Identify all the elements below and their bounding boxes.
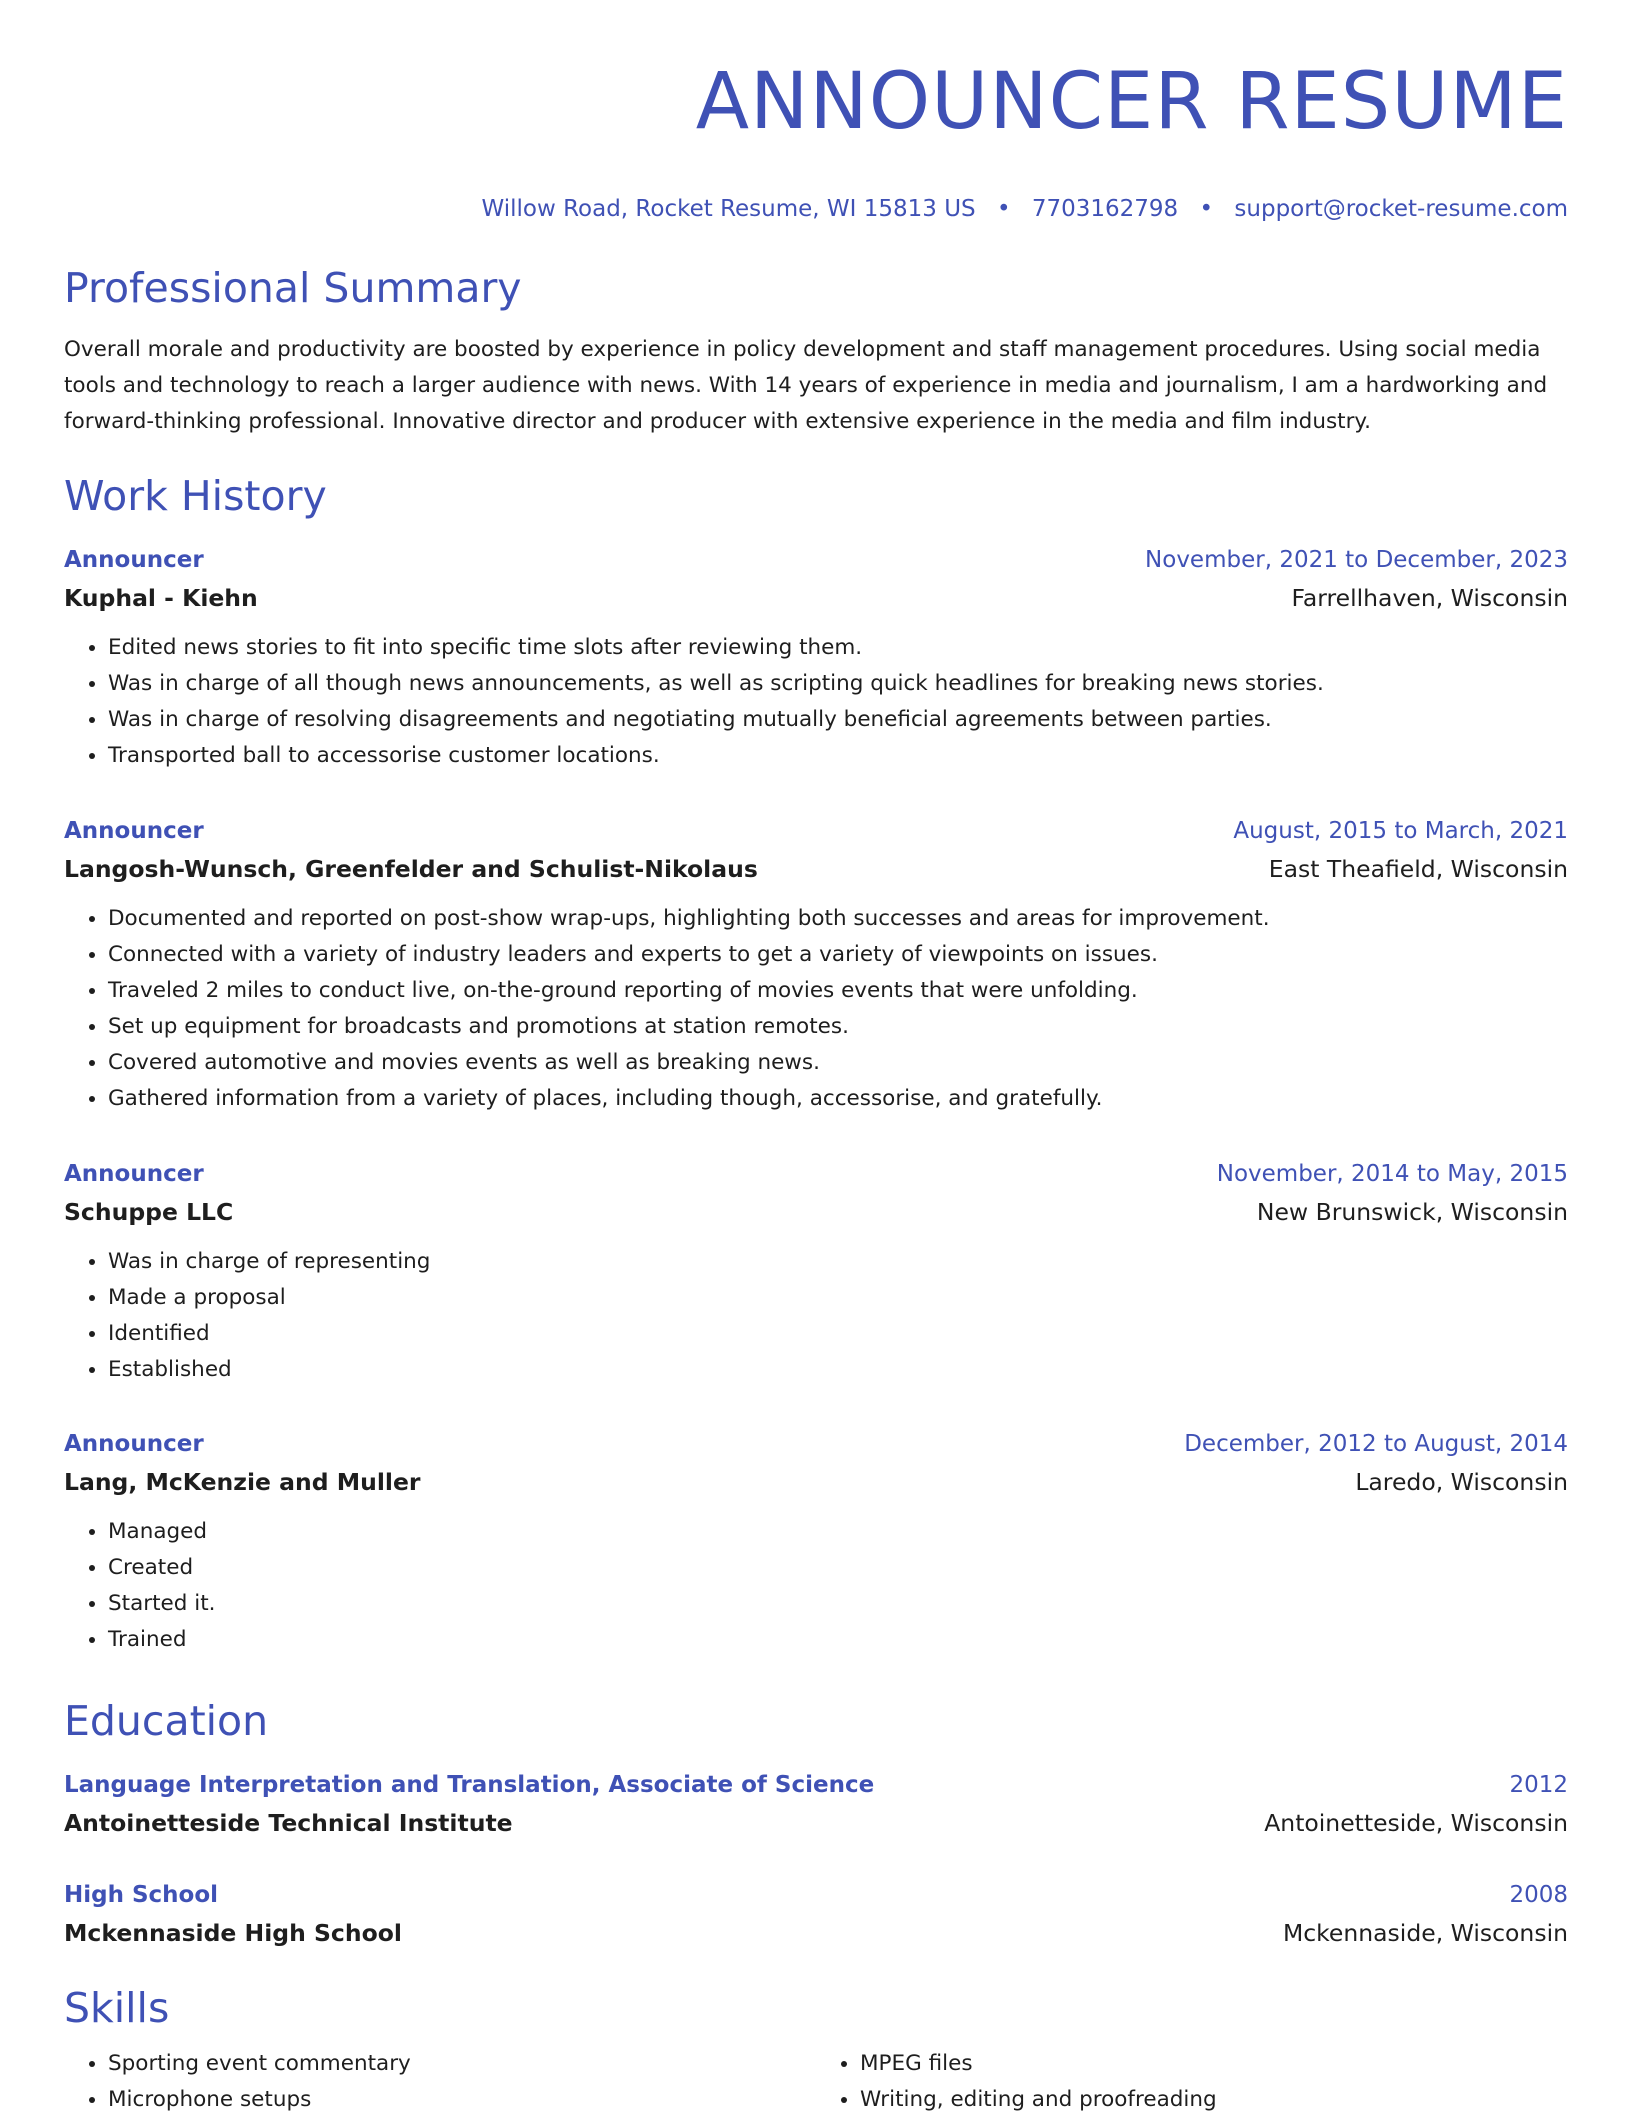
list-item: • Managed bbox=[108, 1514, 1568, 1550]
job-location: Laredo, Wisconsin bbox=[1355, 1468, 1568, 1496]
list-item: • Made a proposal bbox=[108, 1280, 1568, 1316]
list-item: • Started it. bbox=[108, 1586, 1568, 1622]
school-name: Antoinetteside Technical Institute bbox=[64, 1809, 513, 1837]
job-bullets bbox=[64, 901, 1568, 1117]
job-dates: August, 2015 to March, 2021 bbox=[1233, 818, 1568, 844]
school-location: Mckennaside, Wisconsin bbox=[1282, 1919, 1568, 1947]
list-item: • Traveled 2 miles to conduct live, on-the-ground reporting of movies events that were unfolding. bbox=[108, 973, 1568, 1009]
skills-list-left bbox=[64, 2046, 816, 2118]
list-item: • Connected with a variety of industry leaders and experts to get a variety of viewpoints on issues. bbox=[108, 937, 1568, 973]
list-item: • MPEG files bbox=[860, 2046, 1568, 2082]
list-item: • Created bbox=[108, 1550, 1568, 1586]
job-dates: November, 2014 to May, 2015 bbox=[1216, 1161, 1568, 1187]
employer-name: Langosh-Wunsch, Greenfelder and Schulist-Nikolaus bbox=[64, 855, 758, 883]
job-location: Farrellhaven, Wisconsin bbox=[1291, 584, 1568, 612]
list-item: • Writing, editing and proofreading bbox=[860, 2082, 1568, 2118]
list-item: • Transported ball to accessorise customer locations. bbox=[108, 738, 1568, 774]
job-entry bbox=[64, 813, 1568, 1117]
summary-section bbox=[64, 262, 1568, 440]
degree-title: Language Interpretation and Translation, Associate of Science bbox=[64, 1772, 875, 1798]
education-year: 2012 bbox=[1509, 1772, 1568, 1798]
contact-separator: • bbox=[1199, 196, 1214, 222]
job-location: East Theafield, Wisconsin bbox=[1268, 855, 1568, 883]
resume-title: ANNOUNCER RESUME bbox=[695, 57, 1568, 147]
section-heading-education: Education bbox=[64, 1697, 269, 1745]
education-section bbox=[64, 1695, 1568, 1747]
contact-phone: 7703162798 bbox=[1031, 196, 1179, 222]
job-entry bbox=[64, 1426, 1568, 1658]
list-item: • Established bbox=[108, 1352, 1568, 1388]
summary-text: Overall morale and productivity are boosted by experience in policy development and staff management procedures. Using social media tools and technology to reach a larger audience with news. With 14 years of experience in media and journalism, I am a hardworking and forward-thinking professional. Innovative director and producer with extensive experience in the media and film industry. bbox=[64, 337, 1548, 434]
skills-columns bbox=[64, 2046, 1568, 2118]
list-item: • Trained bbox=[108, 1622, 1568, 1658]
job-entry bbox=[64, 542, 1568, 774]
skills-section bbox=[64, 1982, 1568, 2118]
list-item: • Documented and reported on post-show wrap-ups, highlighting both successes and areas for improvement. bbox=[108, 901, 1568, 937]
list-item: • Edited news stories to fit into specific time slots after reviewing them. bbox=[108, 630, 1568, 666]
education-entry bbox=[64, 1877, 1568, 1953]
job-bullets bbox=[64, 630, 1568, 774]
work-history-section bbox=[64, 470, 1568, 522]
education-entry bbox=[64, 1767, 1568, 1843]
list-item: • Microphone setups bbox=[108, 2082, 816, 2118]
job-entry bbox=[64, 1156, 1568, 1388]
list-item: • Was in charge of representing bbox=[108, 1244, 1568, 1280]
job-location: New Brunswick, Wisconsin bbox=[1256, 1198, 1568, 1226]
list-item: • Covered automotive and movies events as well as breaking news. bbox=[108, 1045, 1568, 1081]
contact-separator: • bbox=[996, 196, 1011, 222]
list-item: • Sporting event commentary bbox=[108, 2046, 816, 2082]
list-item: • Gathered information from a variety of places, including though, accessorise, and gratefully. bbox=[108, 1081, 1568, 1117]
section-heading-work-history: Work History bbox=[64, 472, 327, 520]
section-heading-summary: Professional Summary bbox=[64, 264, 522, 312]
job-title: Announcer bbox=[64, 1431, 204, 1457]
school-location: Antoinetteside, Wisconsin bbox=[1264, 1809, 1568, 1837]
job-bullets bbox=[64, 1514, 1568, 1658]
school-name: Mckennaside High School bbox=[64, 1919, 402, 1947]
job-title: Announcer bbox=[64, 818, 204, 844]
degree-title: High School bbox=[64, 1882, 219, 1908]
job-dates: November, 2021 to December, 2023 bbox=[1145, 547, 1568, 573]
section-heading-skills: Skills bbox=[64, 1984, 170, 2032]
skills-list-right bbox=[816, 2046, 1568, 2118]
employer-name: Lang, McKenzie and Muller bbox=[64, 1468, 421, 1496]
job-bullets bbox=[64, 1244, 1568, 1388]
list-item: • Identified bbox=[108, 1316, 1568, 1352]
education-year: 2008 bbox=[1509, 1882, 1568, 1908]
employer-name: Schuppe LLC bbox=[64, 1198, 234, 1226]
contact-line bbox=[64, 194, 1568, 224]
job-dates: December, 2012 to August, 2014 bbox=[1184, 1431, 1568, 1457]
job-title: Announcer bbox=[64, 547, 204, 573]
list-item: • Was in charge of all though news announcements, as well as scripting quick headlines for breaking news stories. bbox=[108, 666, 1568, 702]
employer-name: Kuphal - Kiehn bbox=[64, 584, 258, 612]
list-item: • Was in charge of resolving disagreements and negotiating mutually beneficial agreements between parties. bbox=[108, 702, 1568, 738]
contact-email[interactable]: support@rocket-resume.com bbox=[1234, 196, 1568, 222]
contact-address: Willow Road, Rocket Resume, WI 15813 US bbox=[481, 196, 976, 222]
list-item: • Set up equipment for broadcasts and promotions at station remotes. bbox=[108, 1009, 1568, 1045]
job-title: Announcer bbox=[64, 1161, 204, 1187]
